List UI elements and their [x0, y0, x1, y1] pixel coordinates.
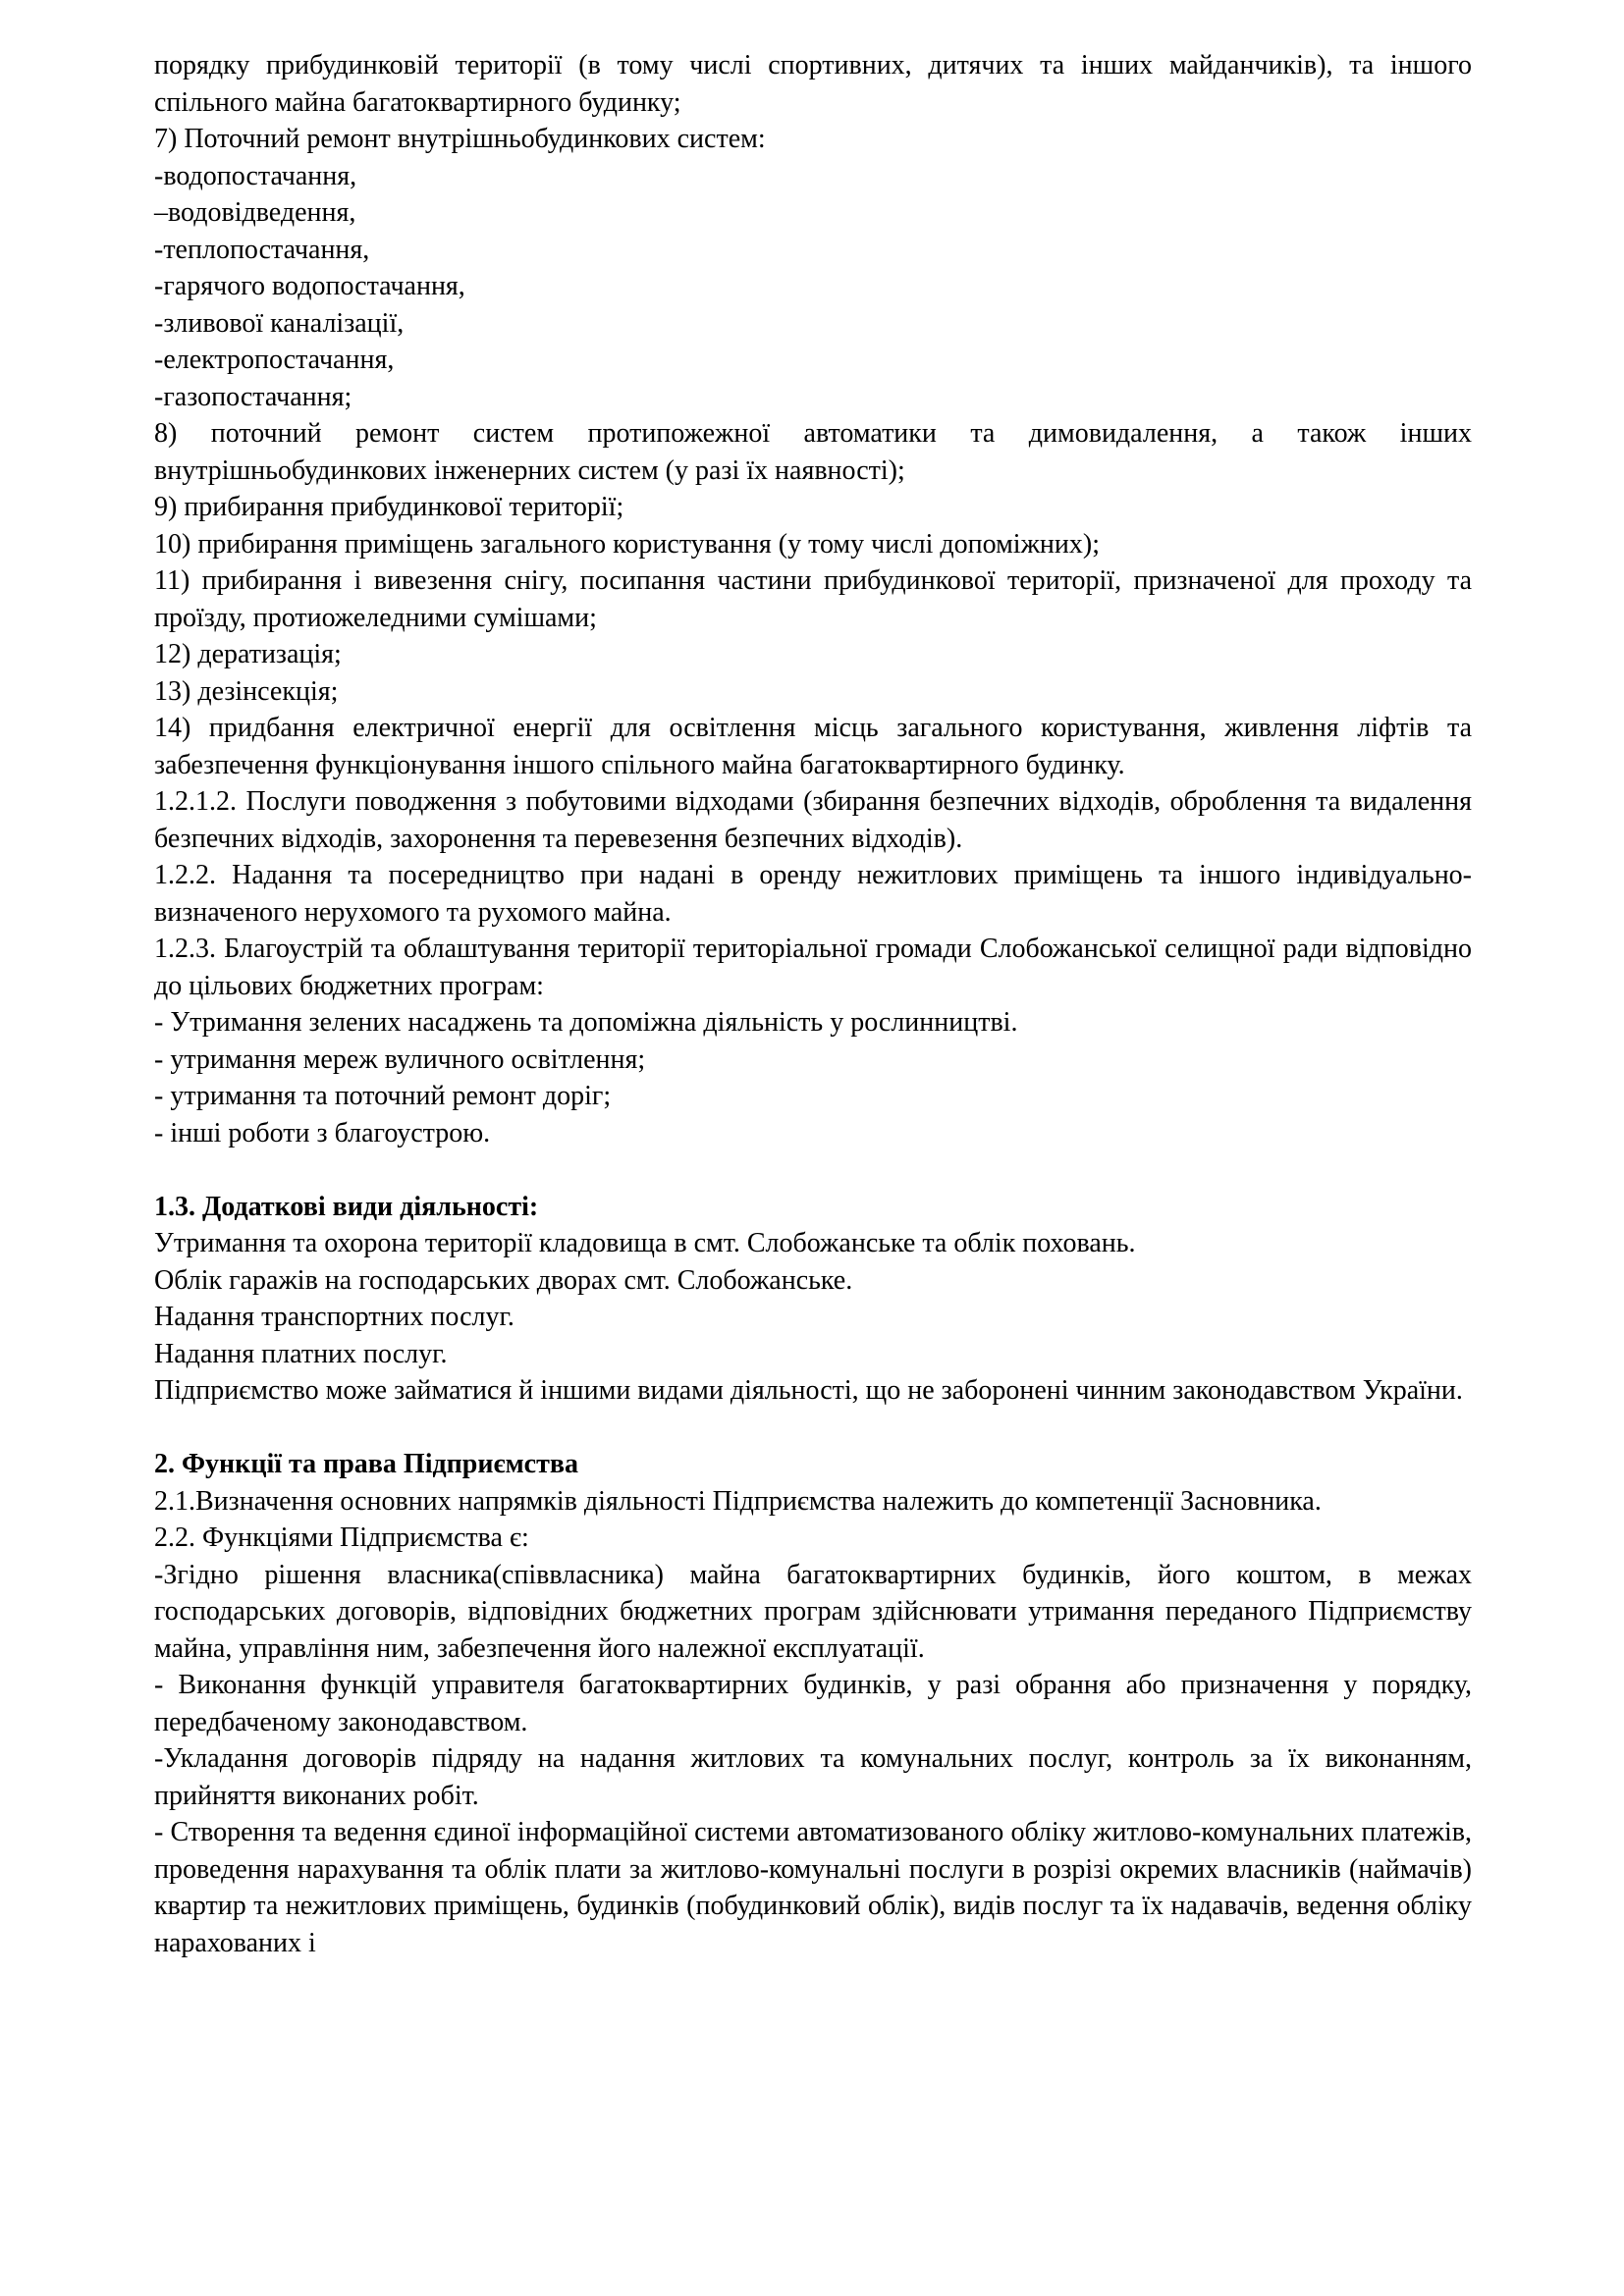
paragraph: порядку прибудинковій території (в тому числі спортивних, дитячих та інших майданчиків), та іншого спільного майна багатоквартирного будинку;: [154, 50, 1472, 118]
paragraph: Утримання та охорона території кладовища в смт. Слобожанське та облік поховань.: [154, 1228, 1136, 1258]
paragraph: 2.1.Визначення основних напрямків діяльності Підприємства належить до компетенції Засновника.: [154, 1485, 1322, 1517]
section-heading: 2. Функції та права Підприємства: [154, 1449, 578, 1479]
paragraph: - інші роботи з благоустрою.: [154, 1117, 491, 1148]
paragraph: 2.2. Функціями Підприємства є:: [154, 1522, 529, 1553]
paragraph: -зливової каналізації,: [154, 307, 405, 339]
section-heading: 1.3. Додаткові види діяльності:: [154, 1191, 539, 1222]
paragraph: 9) прибирання прибудинкової території;: [154, 492, 624, 522]
paragraph: 12) дератизація;: [154, 639, 342, 669]
paragraph: -газопостачання;: [154, 381, 352, 412]
paragraph: 10) прибирання приміщень загального користування (у тому числі допоміжних);: [154, 528, 1100, 560]
paragraph: - Утримання зелених насаджень та допоміжна діяльність у рослинництві.: [154, 1007, 1018, 1038]
paragraph: 11) прибирання і вивезення снігу, посипання частини прибудинкової території, призначеної для проходу та проїзду, протиожеледними сумішами;: [154, 565, 1472, 633]
paragraph: -гарячого водопостачання,: [154, 271, 465, 301]
paragraph: 13) дезінсекція;: [154, 675, 339, 707]
paragraph: - утримання та поточний ремонт доріг;: [154, 1081, 612, 1111]
paragraph: 7) Поточний ремонт внутрішньобудинкових систем:: [154, 124, 766, 154]
paragraph: Підприємство може займатися й іншими видами діяльності, що не заборонені чинним законодавством України.: [154, 1375, 1463, 1406]
paragraph: - Виконання функцій управителя багатоквартирних будинків, у разі обрання або призначення у порядку, передбаченому законодавством.: [154, 1670, 1472, 1737]
paragraph: 1.2.3. Благоустрій та облаштування території територіальної громади Слобожанської селищної ради відповідно до цільових бюджетних програм:: [154, 934, 1472, 1001]
paragraph: 1.2.1.2. Послуги поводження з побутовими відходами (збирання безпечних відходів, оброблення та видалення безпечних відходів, захоронення та перевезення безпечних відходів).: [154, 786, 1472, 854]
document-body: [154, 47, 1472, 1961]
paragraph: –водовідведення,: [154, 197, 356, 228]
paragraph: - Створення та ведення єдиної інформаційної системи автоматизованого обліку житлово-комунальних платежів, проведення нарахування та облік плати за житлово-комунальні послуги в розрізі окремих власників (наймачів) квартир та нежитлових приміщень, будинків (побудинковий облік), видів послуг та їх надавачів, ведення обліку нарахованих і: [154, 1817, 1472, 1958]
paragraph: Облік гаражів на господарських дворах смт. Слобожанське.: [154, 1264, 853, 1296]
paragraph: - утримання мереж вуличного освітлення;: [154, 1043, 646, 1075]
paragraph: -теплопостачання,: [154, 234, 370, 265]
paragraph: 14) придбання електричної енергії для освітлення місць загального користування, живлення ліфтів та забезпечення функціонування іншого спільного майна багатоквартирного будинку.: [154, 713, 1472, 780]
paragraph: Надання платних послуг.: [154, 1338, 448, 1369]
paragraph: Надання транспортних послуг.: [154, 1302, 514, 1332]
paragraph: -водопостачання,: [154, 160, 357, 191]
paragraph: -Укладання договорів підряду на надання житлових та комунальних послуг, контроль за їх виконанням, прийняття виконаних робіт.: [154, 1743, 1472, 1811]
paragraph: 8) поточний ремонт систем протипожежної автоматики та димовидалення, а також інших внутрішньобудинкових інженерних систем (у разі їх наявності);: [154, 418, 1472, 486]
paragraph: -електропостачання,: [154, 345, 395, 375]
paragraph: 1.2.2. Надання та посередництво при надані в оренду нежитлових приміщень та іншого індивідуально-визначеного нерухомого та рухомого майна.: [154, 860, 1472, 928]
paragraph: -Згідно рішення власника(співвласника) майна багатоквартирних будинків, його коштом, в межах господарських договорів, відповідних бюджетних програм здійснювати утримання переданого Підприємству майна, управління ним, забезпечення його належної експлуатації.: [154, 1559, 1472, 1664]
